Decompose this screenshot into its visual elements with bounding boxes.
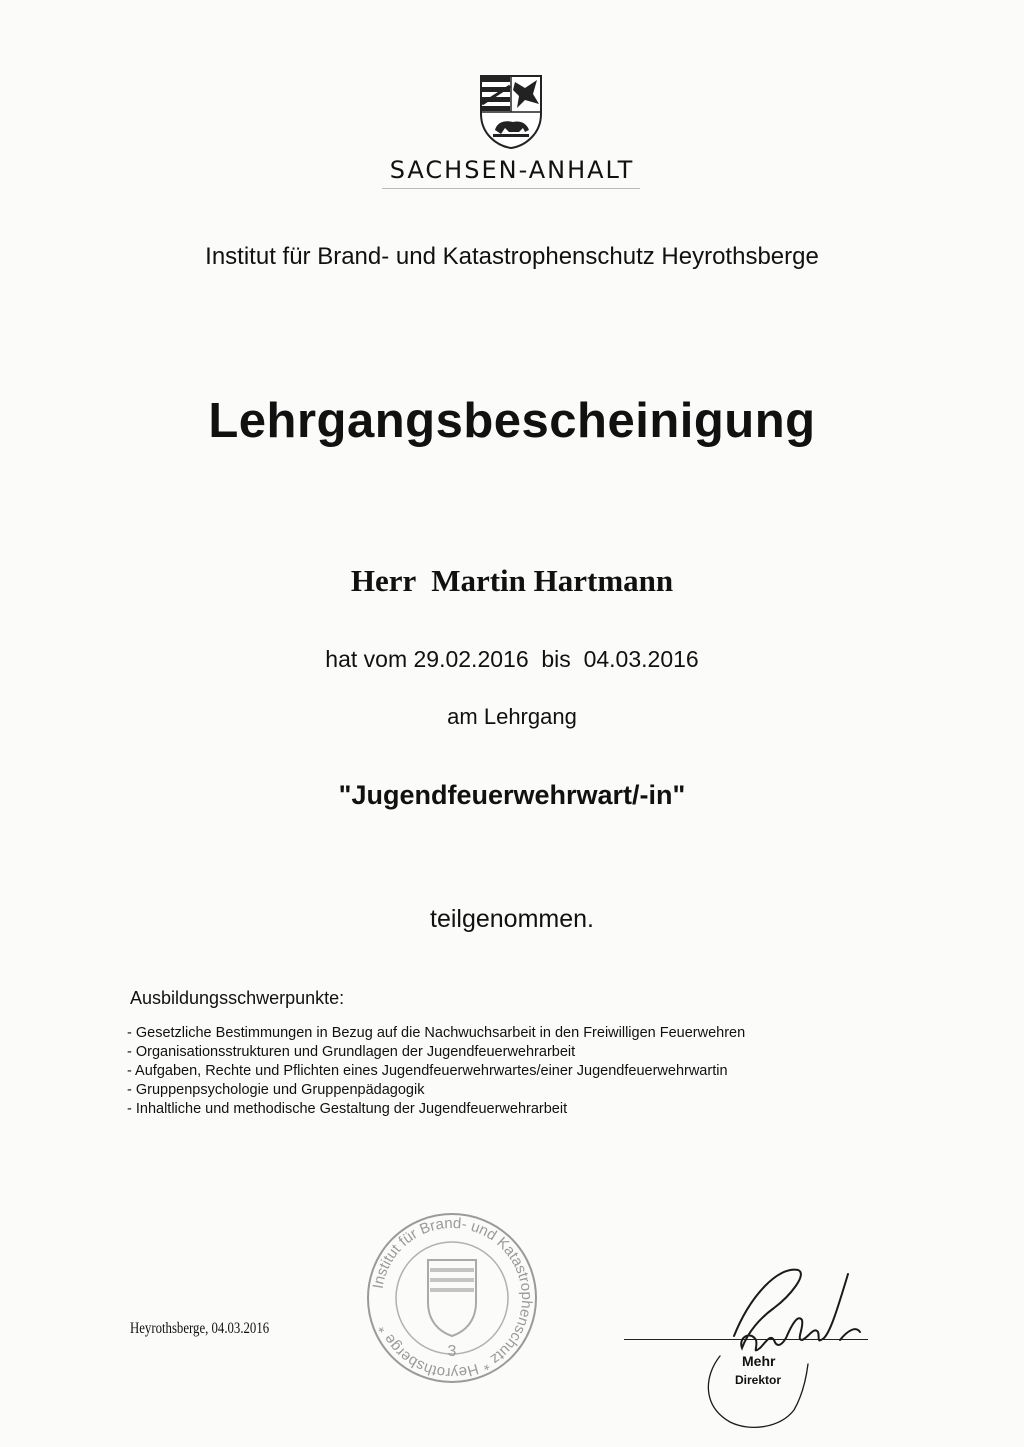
signer-role: Direktor <box>735 1373 782 1387</box>
list-item: - Aufgaben, Rechte und Pflichten eines Jugendfeuerwehrwartes/einer Jugendfeuerwehrwartin <box>127 1063 728 1079</box>
recipient-name: Herr Martin Hartmann <box>350 563 674 598</box>
participation-statement: teilgenommen. <box>430 905 594 933</box>
list-item: - Gesetzliche Bestimmungen in Bezug auf die Nachwuchsarbeit in den Freiwilligen Feuerwehren <box>127 1025 746 1041</box>
list-item: - Inhaltliche und methodische Gestaltung der Jugendfeuerwehrarbeit <box>127 1101 568 1117</box>
document-title: Lehrgangsbescheinigung <box>208 394 816 448</box>
signer-name: Mehr <box>742 1353 776 1369</box>
list-item: - Gruppenpsychologie und Gruppenpädagogik <box>127 1082 425 1098</box>
signature-icon <box>690 1256 880 1436</box>
official-seal-icon <box>364 1210 540 1386</box>
training-focus-list <box>127 1024 745 1119</box>
course-name: "Jugendfeuerwehrwart/-in" <box>338 780 686 810</box>
seal-number: 3 <box>447 1343 457 1360</box>
institute-name: Institut für Brand- und Katastrophenschutz Heyrothsberge <box>205 243 819 270</box>
state-name: SACHSEN-ANHALT <box>389 156 635 184</box>
coat-of-arms-icon <box>479 74 543 150</box>
seal-text: Institut für Brand- und Katastrophenschutz * Heyrothsberge * <box>369 1214 536 1382</box>
course-period: hat vom 29.02.2016 bis 04.03.2016 <box>325 646 699 672</box>
list-item: - Organisationsstrukturen und Grundlagen der Jugendfeuerwehrarbeit <box>127 1044 576 1060</box>
state-name-divider <box>382 188 640 189</box>
training-focus-heading: Ausbildungsschwerpunkte: <box>130 988 345 1008</box>
course-intro: am Lehrgang <box>447 704 577 729</box>
place-and-date: Heyrothsberge, 04.03.2016 <box>130 1320 270 1337</box>
